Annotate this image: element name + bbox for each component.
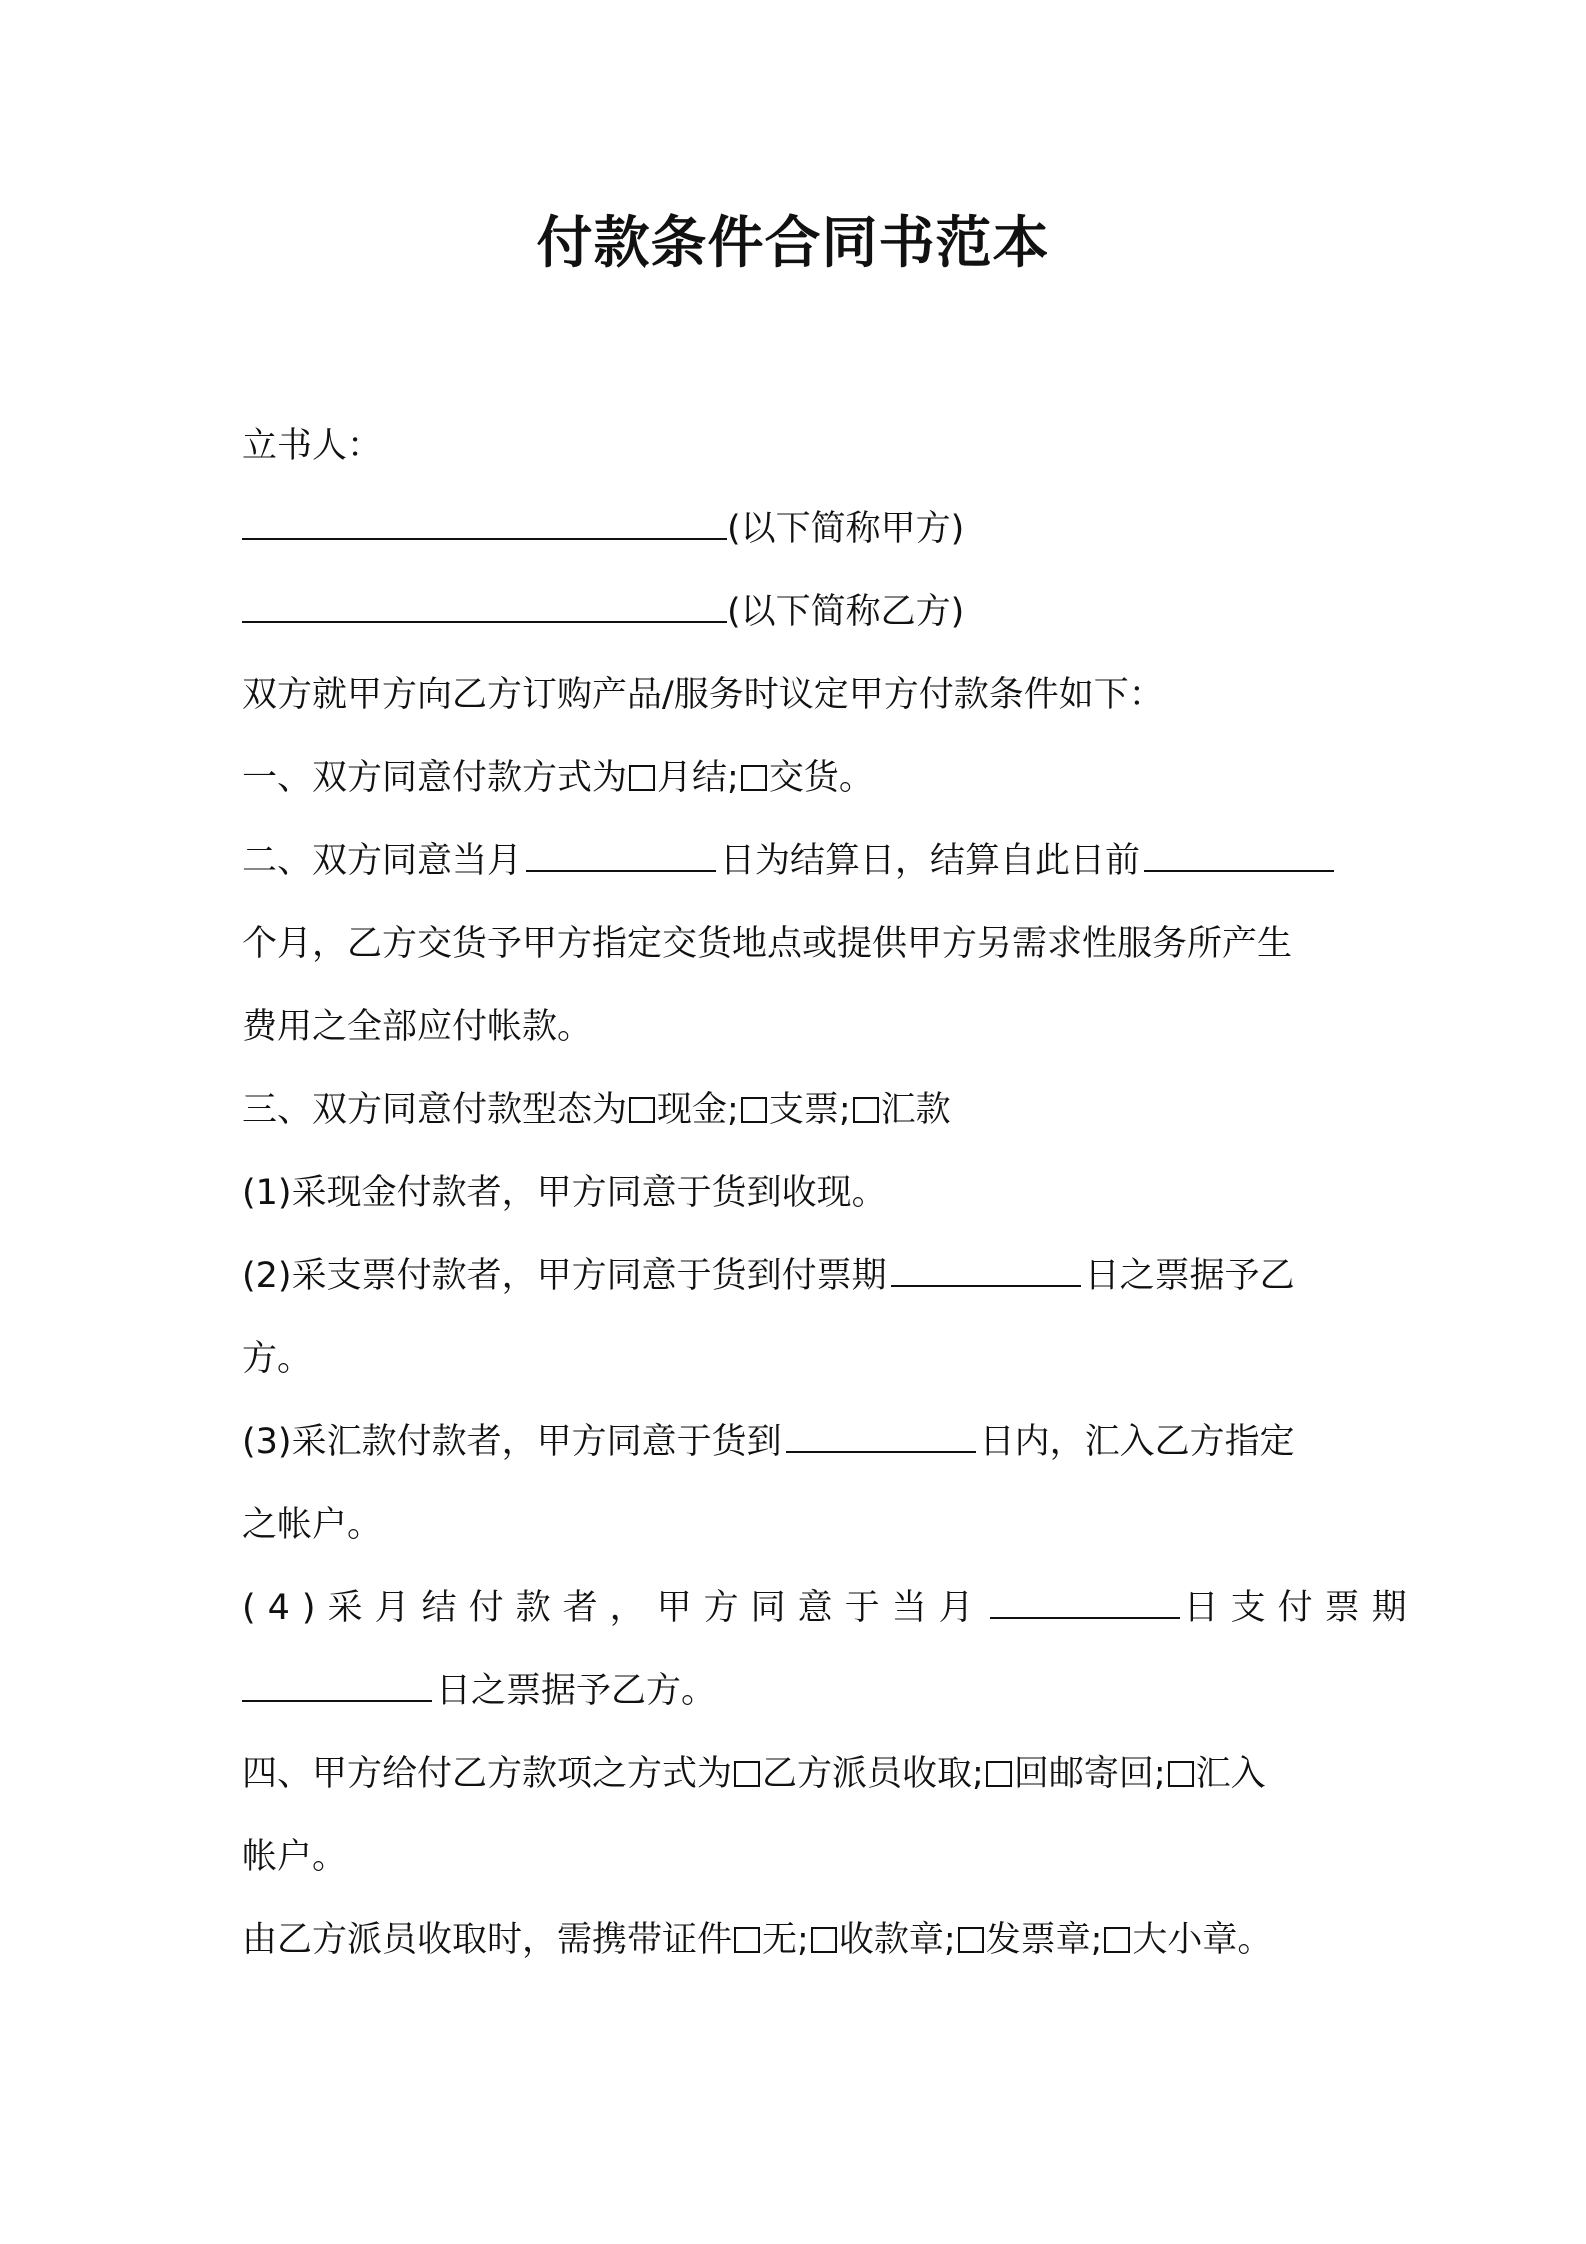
clause-2-p1: 二、双方同意当月 — [242, 841, 523, 881]
checkbox-invoice-seal — [958, 1927, 984, 1953]
clause-3-item-2 — [242, 1235, 1352, 1318]
party-b-line — [242, 571, 1352, 654]
clause-4-text: 四、甲方给付乙方款项之方式为 — [242, 1754, 733, 1794]
clause-3-item2-c: 方。 — [242, 1339, 313, 1379]
clause-2-p3: 个月，乙方交货予甲方指定交货地点或提供甲方另需求性服务所产生 — [242, 924, 1293, 964]
clause-3-text: 三、双方同意付款型态为 — [242, 1090, 628, 1130]
clause-3-item4-b: 日支付票期 — [1183, 1588, 1419, 1628]
document-body — [242, 405, 1419, 1982]
checkbox-remittance — [853, 1097, 879, 1123]
cert-opt1: 无; — [762, 1920, 809, 1960]
party-b-suffix: (以下简称乙方) — [727, 592, 965, 632]
clause-2-line-3 — [242, 986, 1352, 1069]
checkbox-receipt-seal — [811, 1927, 837, 1953]
clause-3-opt3: 汇款 — [880, 1090, 951, 1130]
clause-2-line-1 — [242, 820, 1352, 903]
author-line — [242, 405, 1352, 488]
clause-3-opt2: 支票; — [768, 1090, 851, 1130]
checkbox-cash — [629, 1097, 655, 1123]
clause-3-item3-a: (3)采汇款付款者，甲方同意于货到 — [242, 1422, 782, 1462]
clause-3 — [242, 1069, 1352, 1152]
preamble-line — [242, 654, 1352, 737]
clause-2-line-2 — [242, 903, 1352, 986]
clause-3-item3-b: 日内，汇入乙方指定 — [979, 1422, 1295, 1462]
clause-3-item-4-cont — [242, 1650, 1352, 1733]
checkbox-delivery — [741, 765, 767, 791]
monthly-term-blank — [242, 1672, 432, 1702]
checkbox-transfer — [1168, 1761, 1194, 1787]
clause-4-opt3: 汇入 — [1195, 1754, 1266, 1794]
cheque-term-blank — [891, 1257, 1081, 1287]
remittance-days-blank — [786, 1423, 976, 1453]
clause-4-cert — [242, 1899, 1352, 1982]
clause-4-opt1: 乙方派员收取; — [762, 1754, 984, 1794]
clause-3-item4-c: 日之票据予乙方。 — [436, 1671, 717, 1711]
cert-opt4: 大小章。 — [1132, 1920, 1273, 1960]
checkbox-mail — [986, 1761, 1012, 1787]
clause-1-opt1: 月结; — [657, 758, 739, 798]
settlement-day-blank — [526, 842, 716, 872]
cert-opt2: 收款章; — [838, 1920, 956, 1960]
party-a-blank — [242, 510, 727, 540]
clause-4 — [242, 1733, 1352, 1816]
clause-3-item3-c: 之帐户。 — [242, 1505, 383, 1545]
clause-2-p4: 费用之全部应付帐款。 — [242, 1007, 593, 1047]
document-title: 付款条件合同书范本 — [536, 211, 1050, 276]
checkbox-seals — [1104, 1927, 1130, 1953]
clause-1 — [242, 737, 1352, 820]
checkbox-none — [734, 1927, 760, 1953]
checkbox-collect — [734, 1761, 760, 1787]
clause-1-opt2: 交货。 — [768, 758, 874, 798]
checkbox-cheque — [741, 1097, 767, 1123]
monthly-pay-day-blank — [990, 1589, 1180, 1619]
clause-3-item2-a: (2)采支票付款者，甲方同意于货到付票期 — [242, 1256, 887, 1296]
preamble-text: 双方就甲方向乙方订购产品/服务时议定甲方付款条件如下： — [242, 675, 1164, 715]
clause-4-cont — [242, 1816, 1352, 1899]
party-a-suffix: (以下简称甲方) — [727, 509, 965, 549]
clause-4-cont-text: 帐户。 — [242, 1837, 348, 1877]
clause-3-item2-b: 日之票据予乙 — [1084, 1256, 1295, 1296]
checkbox-monthly — [629, 765, 655, 791]
clause-3-opt1: 现金; — [657, 1090, 739, 1130]
clause-3-item-4 — [242, 1567, 1419, 1650]
clause-4-opt2: 回邮寄回; — [1013, 1754, 1166, 1794]
author-label: 立书人： — [242, 426, 383, 466]
party-b-blank — [242, 593, 727, 623]
clause-3-item-3 — [242, 1401, 1352, 1484]
party-a-line — [242, 488, 1352, 571]
clause-4-cert-text: 由乙方派员收取时，需携带证件 — [242, 1920, 733, 1960]
clause-3-item4-a: (4)采月结付款者，甲方同意于当月 — [242, 1588, 986, 1628]
clause-1-text: 一、双方同意付款方式为 — [242, 758, 628, 798]
settlement-months-blank — [1144, 842, 1334, 872]
clause-3-item-2-cont — [242, 1318, 1352, 1401]
clause-2-p2: 日为结算日，结算自此日前 — [720, 841, 1141, 881]
clause-3-item-3-cont — [242, 1484, 1352, 1567]
clause-3-item-1 — [242, 1152, 1352, 1235]
cert-opt3: 发票章; — [985, 1920, 1103, 1960]
clause-3-item1-text: (1)采现金付款者，甲方同意于货到收现。 — [242, 1173, 887, 1213]
